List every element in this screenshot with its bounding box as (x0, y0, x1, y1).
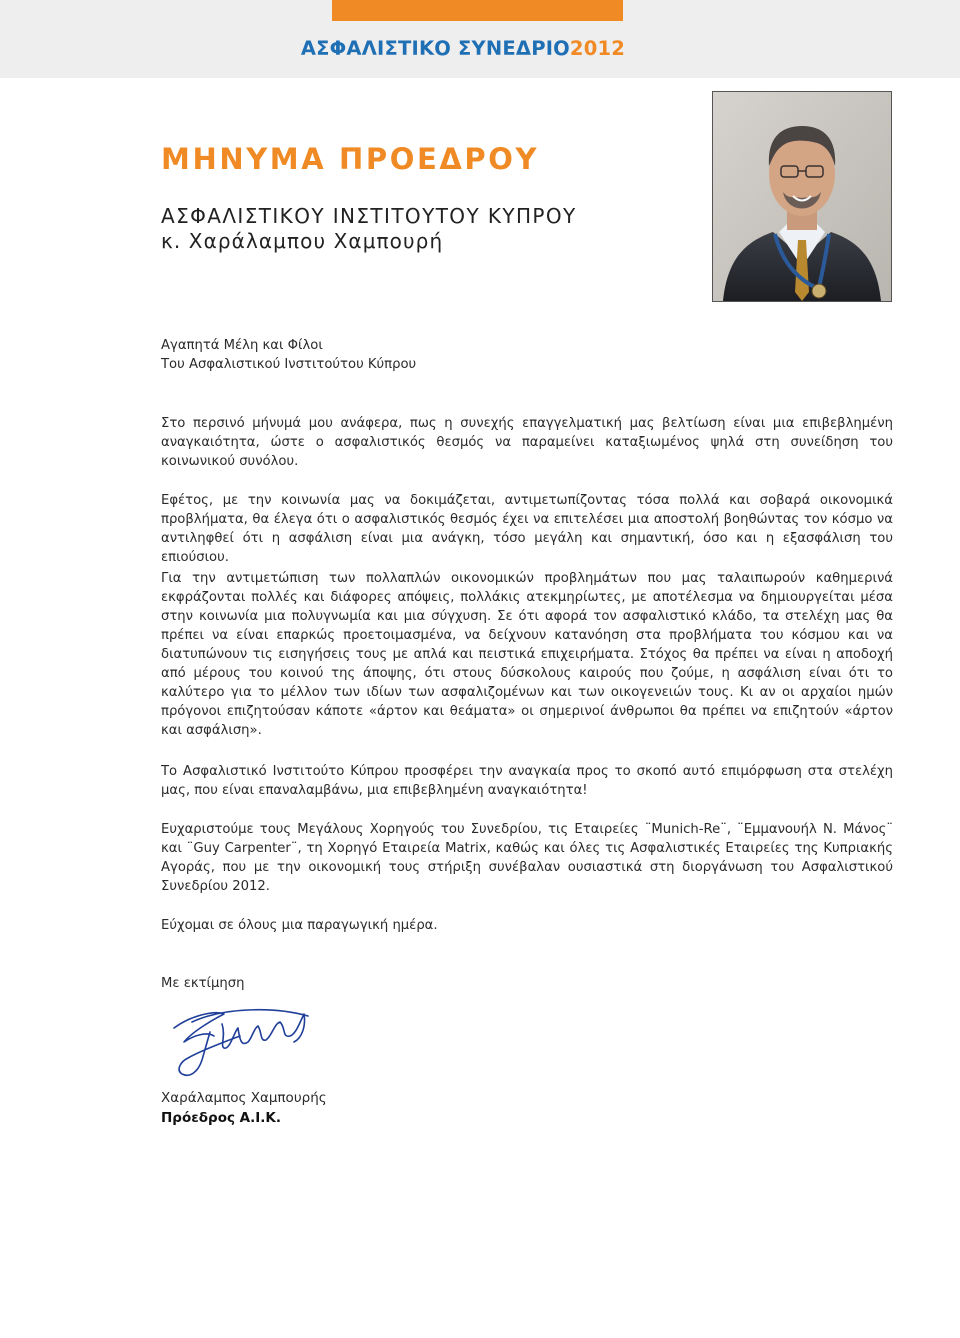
paragraph-6: Εύχομαι σε όλους μια παραγωγική ημέρα. (161, 918, 438, 933)
signatory-role: Πρόεδρος Α.Ι.Κ. (161, 1110, 281, 1126)
header-accent-bar (332, 0, 623, 21)
greeting-line-2: Του Ασφαλιστικού Ινστιτούτου Κύπρου (161, 357, 417, 372)
page-title: ΜΗΝΥΜΑ ΠΡΟΕΔΡΟΥ (161, 142, 540, 176)
institute-name: ΑΣΦΑΛΙΣΤΙΚΟΥ ΙΝΣΤΙΤΟΥΤΟΥ ΚΥΠΡΟΥ (161, 204, 577, 228)
paragraph-4: Το Ασφαλιστικό Ινστιτούτο Κύπρου προσφέρει την αναγκαία προς το σκοπό αυτό επιμόρφωση στα στελέχη μας, που είναι επαναλαμβάνω, μια επιβεβλημένη αναγκαιότητα! (161, 764, 893, 798)
closing-line: Με εκτίμηση (161, 976, 245, 991)
paragraph-2: Εφέτος, με την κοινωνία μας να δοκιμάζεται, αντιμετωπίζοντας τόσα πολλά και σοβαρά οικονομικά προβλήματα, θα έλεγα ότι ο ασφαλιστικός θεσμός έχει να επιτελέσει μια αποστολή βοηθώντας τον κόσμο να αντιληφθεί ότι η ασφάλιση είναι μια ανάγκη, τόσο μεγάλη και σημαντική, όσο και η εξασφάλιση του επιούσιου. (161, 493, 893, 565)
portrait-photo (712, 91, 892, 302)
greeting-line-1: Αγαπητά Μέλη και Φίλοι (161, 338, 323, 353)
paragraph-5: Ευχαριστούμε τους Μεγάλους Χορηγούς του Συνεδρίου, τις Εταιρείες ¨Munich-Re¨, ¨Εμμανουήλ Ν. Μάνος¨ και ¨Guy Carpenter¨, τη Χορηγό Εταιρεία Matrix, καθώς και όλες τις Ασφαλιστικές Εταιρείες της Κυπριακής Αγοράς, που με την οικονομική τους στήριξη συνέβαλαν ουσιαστικά στη διοργάνωση του Ασφαλιστικού Συνεδρίου 2012. (161, 822, 893, 894)
signatory-name: Χαράλαμπος Χαμπουρής (161, 1090, 327, 1106)
handwritten-signature (162, 1002, 312, 1082)
conference-title (301, 37, 625, 60)
conference-title-main: ΑΣΦΑΛΙΣΤΙΚΟ ΣΥΝΕΔΡΙΟ (300, 37, 570, 60)
paragraph-3: Για την αντιμετώπιση των πολλαπλών οικονομικών προβλημάτων που μας ταλαιπωρούν καθημερινά εκφράζονται πολλές και διάφορες απόψεις, πολλάκις ατεκμηρίωτες, με αποτέλεσμα να δημιουργείται μέσα στην κοινωνία μια πολυγνωμία και μια σύγχυση. Σε ότι αφορά τον ασφαλιστικό κλάδο, τα στελέχη μας θα πρέπει να είναι επαρκώς προετοιμασμένα, να δείχνουν κατανόηση στα προβλήματα του κόσμου και να διατυπώνουν τις εισηγήσεις τους με απλά και πειστικά επιχειρήματα. Στόχος θα πρέπει να είναι η αποδοχή από μέρους του κοινού της άποψης, ότι στους δύσκολους καιρούς που ζούμε, η ασφάλιση είναι ότι το καλύτερο για το μέλλον των ιδίων των ασφαλιζομένων και των οικογενειών τους. Κι αν οι αρχαίοι ημών πρόγονοι επιζητούσαν κάποτε «άρτον και θεάματα» οι σημερινοί άνθρωποι θα πρέπει να επιζητούν «άρτον και ασφάλιση». (161, 571, 893, 738)
conference-title-year: 2012 (569, 37, 625, 60)
president-name: κ. Χαράλαμπου Χαμπουρή (161, 229, 444, 253)
paragraph-1: Στο περσινό μήνυμά μου ανάφερα, πως η συνεχής επαγγελματική μας βελτίωση είναι μια επιβεβλημένη αναγκαιότητα, ώστε ο ασφαλιστικός θεσμός να παραμείνει καταξιωμένος ψηλά στη συνείδηση του κοινωνικού συνόλου. (161, 416, 893, 469)
